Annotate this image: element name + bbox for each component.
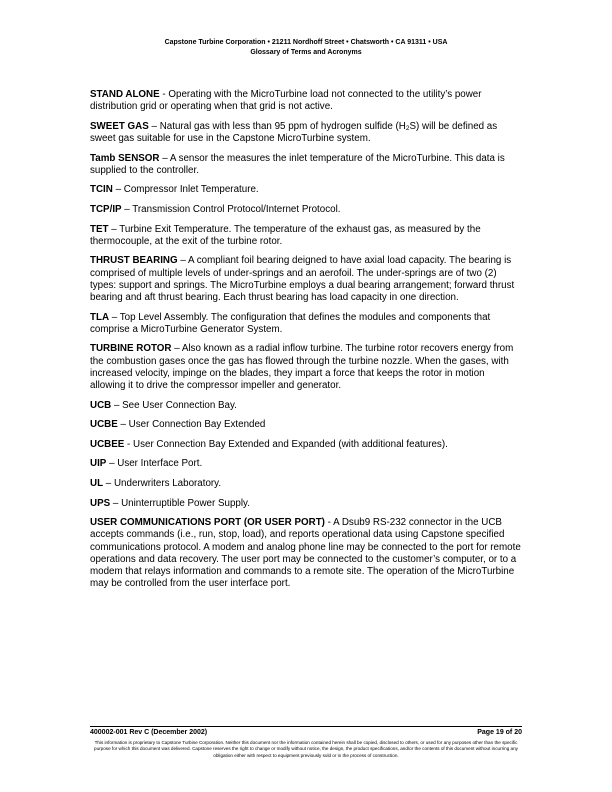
glossary-entry (90, 439, 522, 451)
glossary-body (90, 89, 522, 598)
glossary-separator: – (148, 120, 160, 132)
glossary-separator: – (109, 311, 120, 323)
glossary-separator: – (121, 203, 133, 215)
header-company-address: Capstone Turbine Corporation • 21211 Nordhoff Street • Chatsworth • CA 91311 • USA (164, 39, 448, 46)
glossary-definition: Also known as a radial inflow turbine. The turbine rotor recovers energy from the combustion gases once the gas has flowed through the turbine nozzle. When the gases, with increased velocity, impinge on the blades, they impart a force that keeps the rotor in motion allowing it to drive the compressor impeller and generator. (90, 343, 514, 391)
glossary-term: TLA (90, 311, 110, 323)
glossary-definition: User Connection Bay Extended and Expanded (with additional features). (133, 438, 448, 450)
glossary-entry (90, 498, 522, 510)
glossary-term: UCBE (90, 419, 118, 431)
glossary-entry (90, 517, 522, 590)
glossary-entry (90, 153, 522, 177)
glossary-definition: User Interface Port. (117, 458, 203, 470)
glossary-separator: – (117, 419, 129, 431)
glossary-definition: User Connection Bay Extended (128, 419, 266, 431)
glossary-definition: See User Connection Bay. (122, 399, 237, 411)
page-number: Page 19 of 20 (477, 729, 522, 736)
glossary-entry (90, 312, 522, 336)
glossary-separator: – (159, 152, 170, 164)
glossary-term: TCP/IP (90, 203, 122, 215)
glossary-separator: – (112, 184, 124, 196)
glossary-separator: – (103, 477, 114, 489)
glossary-term: UL (90, 477, 104, 489)
proprietary-disclaimer: This information is proprietary to Capstone Turbine Corporation. Neither this document nor the information contained herein shall be copied, disclosed to others, or used for any purposes other than the specific purpose for which this document was delivered. Capstone reserves the right to change or modify without notice, the design, the product specifications, and/or the contents of this document without incurring any obligation either with respect to equipment previously sold or in the process of construction. (94, 740, 518, 758)
document-id: 400002-001 Rev C (December 2002) (90, 729, 208, 736)
glossary-definition: Compressor Inlet Temperature. (123, 184, 259, 196)
glossary-entry (90, 478, 522, 490)
glossary-separator: - (324, 517, 334, 529)
glossary-definition: Natural gas with less than 95 ppm of hydrogen sulfide (H (159, 120, 406, 132)
glossary-definition: A sensor the measures the inlet temperature of the MicroTurbine. This data is supplied to the controller. (90, 152, 505, 176)
glossary-entry (90, 255, 522, 304)
glossary-definition: Uninterruptible Power Supply. (121, 497, 250, 509)
glossary-separator: – (111, 399, 123, 411)
glossary-entry (90, 204, 522, 216)
glossary-term: USER COMMUNICATIONS PORT (OR USER PORT) (90, 517, 325, 529)
glossary-term: SWEET GAS (90, 120, 149, 132)
glossary-definition-continued: S) will be defined as sweet gas suitable for use in the Capstone MicroTurbine system. (90, 120, 498, 144)
glossary-separator: – (108, 223, 120, 235)
subscript: 2 (405, 124, 410, 132)
glossary-term: Tamb SENSOR (90, 152, 160, 164)
glossary-term: THRUST BEARING (90, 255, 178, 267)
glossary-definition: Operating with the MicroTurbine load not connected to the utility’s power distribution grid or operating when that grid is not active. (90, 89, 482, 113)
glossary-term: TET (90, 223, 109, 235)
glossary-definition: A Dsub9 RS-232 connector in the UCB accepts commands (i.e., run, stop, load), and reports operational data using Capstone specified communications protocol. A modem and analog phone line may be connected to the port for remote operations and data recovery. The user port may be connected to the customer’s computer, or to a modem that relays information and commands to a remote site. The operation of the MicroTurbine may be controlled from the user interface port. (90, 517, 521, 590)
glossary-separator: – (171, 343, 182, 355)
glossary-separator: – (110, 497, 122, 509)
glossary-definition: A compliant foil bearing deigned to have axial load capacity. The bearing is comprised of multiple levels of under-springs and an aerofoil. The under-springs are of two (2) types: support and springs. The MicroTurbine employs a dual bearing arrangement; forward thrust bearing and aft thrust bearing. Each thrust bearing has load capacity in one direction. (90, 255, 515, 303)
glossary-entry (90, 419, 522, 431)
glossary-definition: Transmission Control Protocol/Internet Protocol. (132, 203, 341, 215)
page-header (0, 38, 612, 57)
glossary-term: TCIN (90, 184, 113, 196)
glossary-entry (90, 121, 522, 145)
glossary-entry (90, 89, 522, 113)
glossary-entry (90, 458, 522, 470)
glossary-entry (90, 224, 522, 248)
glossary-separator: – (177, 255, 188, 267)
glossary-term: UPS (90, 497, 111, 509)
glossary-term: STAND ALONE (90, 89, 160, 100)
glossary-term: TURBINE ROTOR (90, 343, 172, 355)
glossary-separator: - (159, 89, 169, 100)
glossary-definition: Top Level Assembly. The configuration that defines the modules and components that comprise a MicroTurbine Generator System. (90, 311, 491, 335)
glossary-entry (90, 184, 522, 196)
footer-divider (90, 726, 522, 727)
glossary-term: UCB (90, 399, 112, 411)
glossary-definition: Turbine Exit Temperature. The temperature of the exhaust gas, as measured by the thermocouple, at the exit of the turbine rotor. (90, 223, 481, 247)
glossary-separator: – (106, 458, 118, 470)
glossary-separator: - (124, 438, 134, 450)
header-document-title: Glossary of Terms and Acronyms (250, 48, 362, 56)
glossary-entry (90, 343, 522, 392)
glossary-entry (90, 400, 522, 412)
glossary-term: UCBEE (90, 438, 125, 450)
glossary-definition: Underwriters Laboratory. (113, 477, 222, 489)
glossary-term: UIP (90, 458, 107, 470)
